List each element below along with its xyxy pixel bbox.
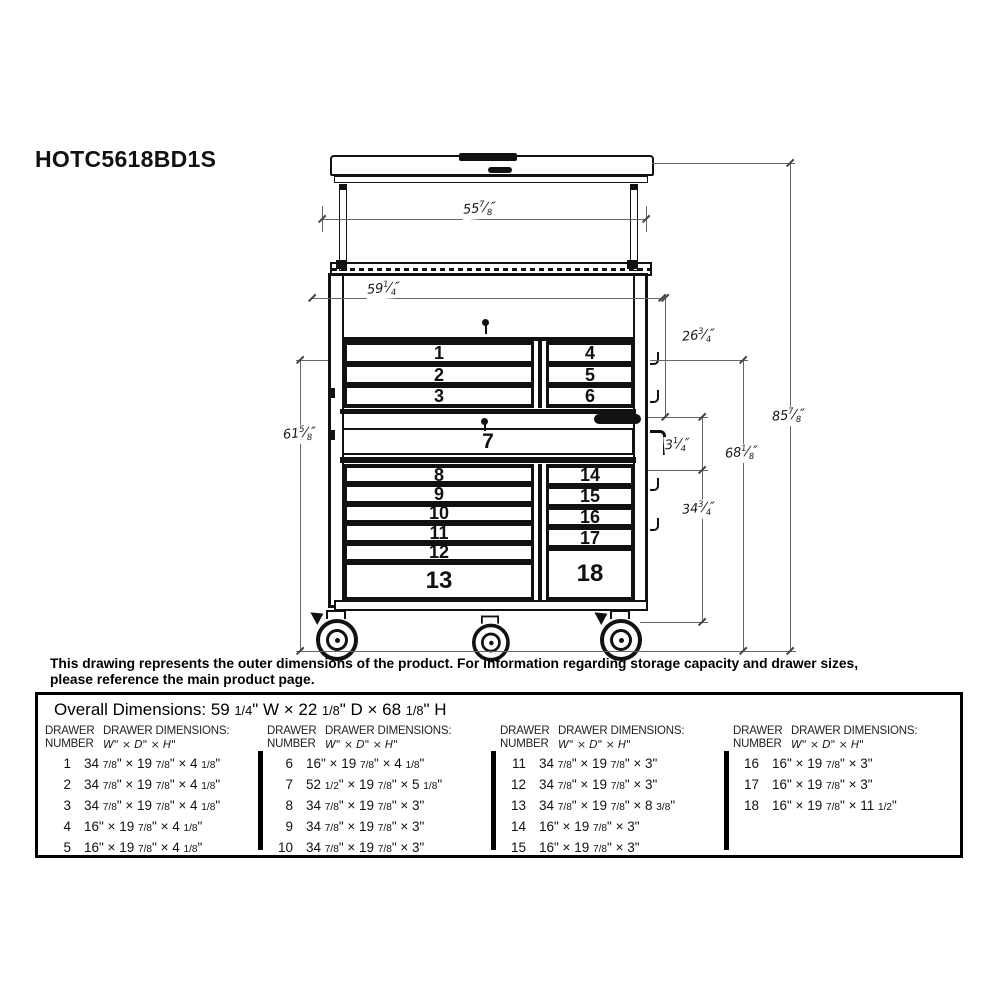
header-wdh: W" × D" × H" — [558, 738, 631, 751]
drawer-number-cell: 11 — [511, 756, 526, 771]
drawer-number-cell: 8 — [285, 798, 293, 813]
drawer-number: 8 — [433, 464, 444, 485]
drawer-dimensions-cell: 34 7/8" × 19 7/8" × 3" — [539, 756, 658, 771]
drawer-number: 15 — [579, 486, 601, 507]
caster-icon — [472, 616, 508, 662]
page-title: HOTC5618BD1S — [35, 146, 217, 172]
drawer-face[interactable] — [346, 344, 532, 362]
drawer-number: 6 — [584, 386, 595, 407]
drawer-number: 16 — [579, 506, 601, 527]
header-dimensions: DRAWER DIMENSIONS: — [791, 725, 918, 737]
drawer-face[interactable] — [346, 522, 532, 543]
drawer-number: 14 — [579, 465, 601, 486]
dimension-line — [743, 360, 744, 652]
caster-icon — [600, 610, 640, 661]
brand-badge — [594, 414, 641, 424]
drawer-face[interactable] — [346, 503, 532, 524]
drawer-number-cell: 6 — [285, 756, 293, 771]
drawer-dimensions-cell: 16" × 19 7/8" × 3" — [772, 777, 873, 792]
drawer-dimensions-cell: 34 7/8" × 19 7/8" × 4 1/8" — [84, 756, 221, 771]
table-row — [733, 753, 960, 774]
table-rows — [500, 753, 726, 858]
header-dimensions: DRAWER DIMENSIONS: — [103, 725, 230, 737]
drawer-dimensions-cell: 34 7/8" × 19 7/8" × 3" — [539, 777, 658, 792]
keyhole-stem — [485, 325, 487, 334]
disclaimer-line: please reference the main product page. — [50, 672, 315, 687]
side-hook — [650, 478, 659, 491]
header-drawer: DRAWER — [500, 725, 550, 737]
table-rows — [45, 753, 260, 858]
dimension-label-top-chest-height: $26^3⁄_4''$ — [680, 325, 717, 347]
table-row — [45, 795, 260, 816]
lid-latch — [488, 167, 512, 173]
chest-left-stack — [344, 341, 534, 408]
table-row — [733, 774, 960, 795]
header-dimensions: DRAWER DIMENSIONS: — [558, 725, 685, 737]
drawer-dimensions-cell: 34 7/8" × 19 7/8" × 3" — [306, 798, 425, 813]
column-separator — [491, 751, 496, 850]
table-row — [45, 816, 260, 837]
drawer-number-cell: 12 — [510, 777, 526, 792]
dimension-label-unit-width: $59^1⁄_4''$ — [365, 278, 402, 300]
dimension-label-gap-height: $3^1⁄_4''$ — [664, 435, 691, 455]
drawer-face[interactable] — [548, 506, 632, 527]
disclaimer-text — [50, 656, 858, 688]
cabinet-divider — [538, 464, 542, 601]
table-row — [500, 795, 726, 816]
drawer-number: 18 — [576, 560, 604, 588]
cabinet-left-stack — [344, 464, 534, 601]
drawer-dimensions-cell: 16" × 19 7/8" × 4 1/8" — [84, 840, 203, 855]
drawer-number: 4 — [584, 342, 595, 363]
chest-divider — [538, 341, 542, 408]
drawer-face[interactable] — [548, 529, 632, 546]
table-row — [500, 816, 726, 837]
dimension-line — [300, 360, 301, 651]
side-hook — [650, 518, 659, 531]
table-row — [500, 774, 726, 795]
table-header — [267, 725, 493, 751]
drawer-dimensions-cell: 34 7/8" × 19 7/8" × 8 3/8" — [539, 798, 676, 813]
extension-line — [652, 163, 795, 164]
drawer-dimensions-cell: 16" × 19 7/8" × 3" — [539, 840, 640, 855]
dimension-label-left-height: $61^5⁄_8''$ — [281, 423, 318, 445]
drawer-face[interactable] — [548, 550, 632, 598]
drawer-face[interactable] — [346, 564, 532, 598]
drawer-face[interactable] — [342, 428, 634, 455]
table-header — [45, 725, 260, 751]
dimension-line — [322, 219, 646, 220]
caster-mount — [481, 616, 499, 624]
drawer-dimensions-cell: 16" × 19 7/8" × 3" — [772, 756, 873, 771]
column-separator — [724, 751, 729, 850]
header-wdh: W" × D" × H" — [325, 738, 398, 751]
mid-band — [340, 409, 636, 414]
drawer-dimensions-cell: 34 7/8" × 19 7/8" × 4 1/8" — [84, 777, 221, 792]
table-row — [500, 753, 726, 774]
drawer-number: 2 — [433, 364, 444, 385]
drawer-dimensions-cell: 34 7/8" × 19 7/8" × 3" — [306, 840, 425, 855]
chest-right-stack — [546, 341, 634, 408]
drawer-number-cell: 14 — [510, 819, 526, 834]
column-separator — [258, 751, 263, 850]
table-row — [45, 837, 260, 858]
mid-band — [340, 457, 636, 463]
table-column — [726, 722, 960, 858]
drawer-number-cell: 5 — [63, 840, 71, 855]
drawer-number-cell: 17 — [743, 777, 759, 792]
drawer-number: 11 — [429, 522, 449, 543]
disclaimer-line: This drawing represents the outer dimensions of the product. For information regarding storage capacity and drawer sizes, — [50, 656, 859, 671]
hinge-tab — [330, 430, 335, 440]
dimension-line — [312, 298, 662, 299]
table-column — [493, 722, 726, 858]
drawer-number-cell: 10 — [277, 840, 293, 855]
dimension-label-cabinet-height: $68^1⁄_8''$ — [723, 442, 760, 464]
drawer-face[interactable] — [548, 344, 632, 362]
caster-mount — [610, 610, 630, 619]
drawer-number: 17 — [579, 527, 601, 548]
cabinet-right-stack — [546, 464, 634, 601]
hinge-tab — [330, 388, 335, 398]
table-header — [733, 725, 960, 751]
header-number: NUMBER — [500, 738, 549, 750]
table-column — [260, 722, 493, 858]
brake-lever-icon — [307, 608, 324, 625]
caster-wheel — [600, 619, 642, 661]
table-rows — [267, 753, 493, 858]
drawer-number-cell: 16 — [743, 756, 759, 771]
drawer-face[interactable] — [346, 464, 532, 485]
side-hook — [650, 352, 659, 365]
header-wdh: W" × D" × H" — [103, 738, 176, 751]
table-row — [267, 795, 493, 816]
table-row — [267, 753, 493, 774]
drawer-face[interactable] — [346, 542, 532, 563]
drawer-number: 9 — [433, 484, 444, 505]
drawer-dimensions-cell: 16" × 19 7/8" × 11 1/2" — [772, 798, 897, 813]
header-number: NUMBER — [267, 738, 316, 750]
table-row — [733, 795, 960, 816]
dimension-line — [702, 417, 703, 622]
caster-icon — [316, 610, 356, 661]
drawer-number: 1 — [433, 342, 444, 363]
extension-line — [640, 622, 708, 623]
drawer-face[interactable] — [346, 366, 532, 384]
caster-wheel — [316, 619, 358, 661]
drawer-face[interactable] — [548, 366, 632, 384]
drawer-number: 3 — [433, 386, 444, 407]
header-drawer: DRAWER — [733, 725, 783, 737]
table-row — [267, 837, 493, 858]
drawer-number: 10 — [428, 503, 450, 524]
drawer-dimensions-table — [35, 692, 963, 858]
drawer-dimensions-cell: 16" × 19 7/8" × 4 1/8" — [306, 756, 425, 771]
table-header — [500, 725, 726, 751]
drawer-number-cell: 7 — [285, 777, 293, 792]
drawer-number-cell: 13 — [510, 798, 526, 813]
gas-strut-right-icon — [630, 184, 638, 271]
drawer-number: 7 — [482, 429, 494, 453]
side-hook — [650, 390, 659, 403]
dimension-line — [665, 298, 666, 417]
drawer-face[interactable] — [548, 488, 632, 505]
header-dimensions: DRAWER DIMENSIONS: — [325, 725, 452, 737]
table-row — [267, 816, 493, 837]
caster-mount — [326, 610, 346, 619]
table-columns — [38, 722, 960, 855]
gas-strut-left-icon — [339, 184, 347, 271]
header-number: NUMBER — [733, 738, 782, 750]
table-rows — [733, 753, 960, 816]
drawer-number-cell: 3 — [63, 798, 71, 813]
drawer-face[interactable] — [346, 387, 532, 405]
extension-line — [296, 651, 796, 652]
drawer-dimensions-cell: 34 7/8" × 19 7/8" × 4 1/8" — [84, 798, 221, 813]
table-column — [38, 722, 260, 858]
table-row — [500, 837, 726, 858]
drawer-number-cell: 4 — [63, 819, 71, 834]
dimension-label-total-height: $85^7⁄_8''$ — [770, 405, 807, 427]
drawer-number-cell: 1 — [63, 756, 71, 771]
drawer-face[interactable] — [548, 387, 632, 405]
lid-rail — [334, 176, 648, 183]
header-number: NUMBER — [45, 738, 94, 750]
drawer-dimensions-cell: 16" × 19 7/8" × 3" — [539, 819, 640, 834]
drawer-face[interactable] — [346, 484, 532, 505]
dimension-label-lid-width: $55^7⁄_8''$ — [461, 198, 498, 220]
drawer-dimensions-cell: 34 7/8" × 19 7/8" × 3" — [306, 819, 425, 834]
header-drawer: DRAWER — [45, 725, 95, 737]
table-row — [45, 753, 260, 774]
drawer-dimensions-cell: 52 1/2" × 19 7/8" × 5 1/8" — [306, 777, 443, 792]
drawer-dimensions-cell: 16" × 19 7/8" × 4 1/8" — [84, 819, 203, 834]
overall-dimensions: Overall Dimensions: 59 1/4" W × 22 1/8" D × 68 1/8" H — [54, 700, 447, 719]
drawer-number-cell: 15 — [510, 840, 526, 855]
drawer-number-cell: 9 — [285, 819, 293, 834]
header-drawer: DRAWER — [267, 725, 317, 737]
table-row — [267, 774, 493, 795]
dimension-label-bottom-section-height: $34^3⁄_4''$ — [680, 498, 717, 520]
drawer-number-cell: 18 — [743, 798, 759, 813]
drawer-number: 13 — [425, 566, 453, 594]
table-row — [45, 774, 260, 795]
header-wdh: W" × D" × H" — [791, 738, 864, 751]
lid-handle — [459, 153, 517, 161]
drawer-number-cell: 2 — [63, 777, 71, 792]
drawer-face[interactable] — [548, 467, 632, 484]
drawer-number: 5 — [584, 364, 595, 385]
drawer-number: 12 — [428, 542, 450, 563]
